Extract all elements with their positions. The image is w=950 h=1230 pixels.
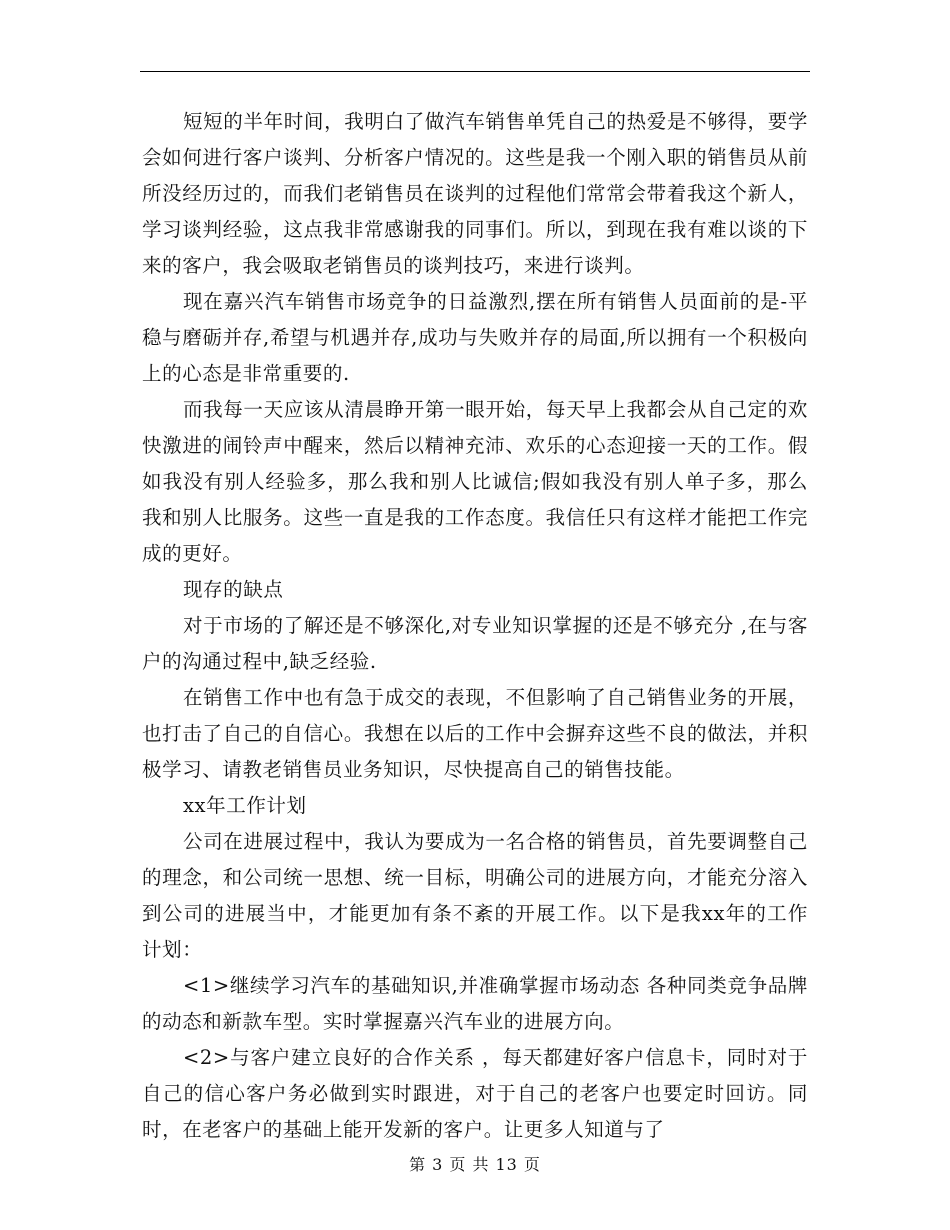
footer-page-number: 3 bbox=[432, 1155, 444, 1174]
paragraph-negotiation: 短短的半年时间，我明白了做汽车销售单凭自己的热爱是不够得，要学会如何进行客户谈判、分析客户情况的。这些是我一个刚入职的销售员从前所没经历过的，而我们老销售员在谈判的过程他们常常会带着我这个新人，学习谈判经验，这点我非常感谢我的同事们。所以，到现在我有难以谈的下来的客户，我会吸取老销售员的谈判技巧，来进行谈判。 bbox=[142, 110, 808, 277]
footer-total-pages: 13 bbox=[495, 1155, 518, 1174]
plan-item-2: <2>与客户建立良好的合作关系 ，每天都建好客户信息卡，同时对于自己的信心客户务必做到实时跟进，对于自己的老客户也要定时回访。同时，在老客户的基础上能开发新的客户。让更多人知道与了 bbox=[142, 1046, 808, 1141]
footer-prefix: 第 bbox=[409, 1155, 427, 1174]
paragraph-company-development: 公司在进展过程中，我认为要成为一名合格的销售员，首先要调整自己的理念，和公司统一思想、统一目标，明确公司的进展方向，才能充分溶入到公司的进展当中，才能更加有条不紊的开展工作。以下是我xx年的工作计划： bbox=[142, 830, 808, 961]
paragraph-eager-to-close: 在销售工作中也有急于成交的表现，不但影响了自己销售业务的开展，也打击了自己的自信心。我想在以后的工作中会摒弃这些不良的做法，并积极学习、请教老销售员业务知识，尽快提高自己的销售技能。 bbox=[142, 686, 808, 781]
page-footer bbox=[0, 1153, 950, 1177]
paragraph-market-competition: 现在嘉兴汽车销售市场竞争的日益激烈,摆在所有销售人员面前的是-平稳与磨砺并存,希望与机遇并存,成功与失败并存的局面,所以拥有一个积极向上的心态是非常重要的. bbox=[142, 290, 808, 385]
document-body bbox=[142, 104, 808, 1148]
header-rule bbox=[140, 71, 810, 72]
paragraph-market-knowledge: 对于市场的了解还是不够深化,对专业知识掌握的还是不够充分 ,在与客户的沟通过程中,缺乏经验. bbox=[142, 614, 808, 673]
footer-suffix: 页 bbox=[523, 1155, 541, 1174]
footer-middle: 页 共 bbox=[449, 1155, 490, 1174]
section-heading-shortcomings: 现存的缺点 bbox=[182, 578, 284, 601]
plan-item-1: <1>继续学习汽车的基础知识,并准确掌握市场动态 各种同类竞争品牌的动态和新款车型。实时掌握嘉兴汽车业的进展方向。 bbox=[142, 974, 808, 1033]
section-heading-work-plan: xx年工作计划 bbox=[182, 794, 307, 817]
paragraph-work-attitude: 而我每一天应该从清晨睁开第一眼开始，每天早上我都会从自己定的欢快激进的闹铃声中醒来，然后以精神充沛、欢乐的心态迎接一天的工作。假如我没有别人经验多，那么我和别人比诚信;假如我没有别人单子多，那么我和别人比服务。这些一直是我的工作态度。我信任只有这样才能把工作完成的更好。 bbox=[142, 398, 808, 565]
